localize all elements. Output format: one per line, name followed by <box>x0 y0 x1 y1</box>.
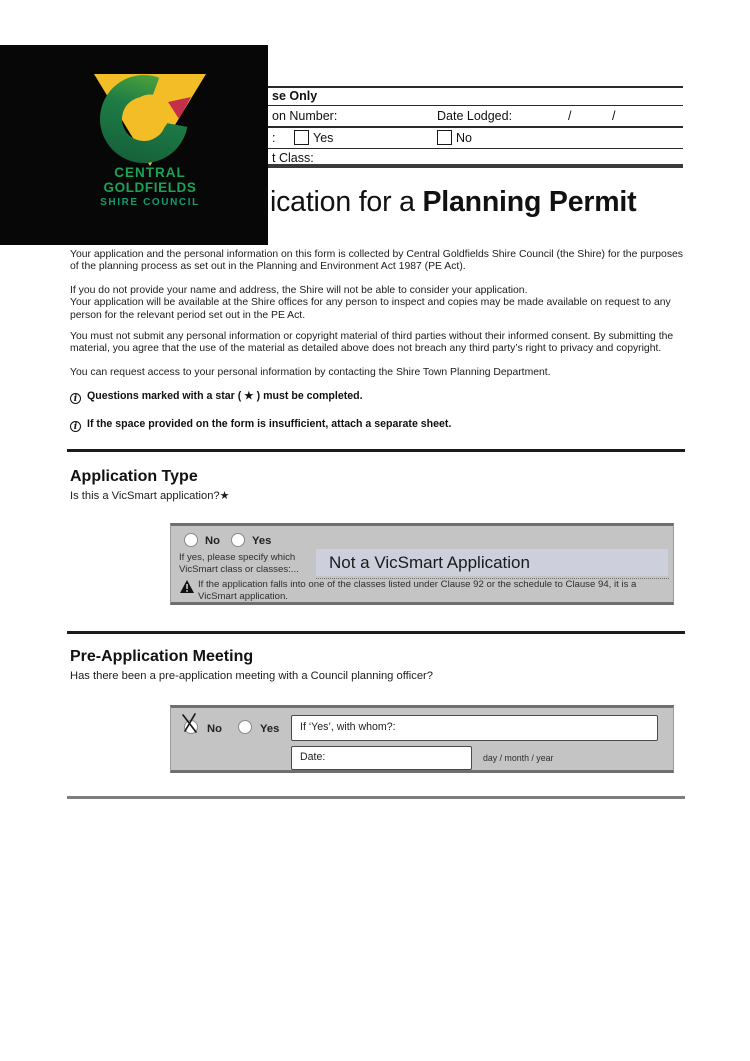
vicsmart-yes-radio[interactable] <box>231 533 245 547</box>
separate-sheet-note <box>70 418 688 432</box>
class-label-fragment: t Class: <box>272 151 314 165</box>
vicsmart-no-radio[interactable] <box>184 533 198 547</box>
logo-text-goldfields: GOLDFIELDS <box>103 180 197 195</box>
intro-paragraph-3: You must not submit any personal information or copyright material of third parties without their informed consent. By submitting the material, you agree that the use of the material as detailed above does not breach any third party’s right to privacy and copyright. <box>70 331 674 355</box>
no-checkbox-label: No <box>456 131 472 145</box>
specify-class-label-line1: If yes, please specify which <box>179 552 296 563</box>
specify-class-label-line2: VicSmart class or classes:... <box>179 564 299 575</box>
no-checkbox[interactable] <box>437 130 452 145</box>
info-icon: i <box>70 393 81 404</box>
application-number-label-fragment: on Number: <box>272 109 338 123</box>
pre-application-answer-box <box>170 705 674 773</box>
date-separator: / <box>568 109 572 123</box>
row3-label-fragment: : <box>272 131 276 145</box>
redaction-overlay <box>0 45 268 245</box>
section-divider <box>67 449 685 452</box>
intro-paragraph-2 <box>70 285 688 322</box>
intro-paragraph-1: Your application and the personal information on this form is collected by Central Goldfields Shire Council (the Shire) for the purposes of the planning process as set out in the Planning and Environment Act 1987 (PE Act). <box>70 249 683 273</box>
pre-app-yes-radio[interactable] <box>238 720 252 734</box>
application-type-heading: Application Type <box>70 468 198 485</box>
yes-checkbox[interactable] <box>294 130 309 145</box>
vicsmart-no-label: No <box>205 535 220 547</box>
intro-paragraph-2-line1: If you do not provide your name and address, the Shire will not be able to consider your application. <box>70 285 528 296</box>
pre-application-question: Has there been a pre-application meeting with a Council planning officer? <box>70 670 433 682</box>
date-format-hint: day / month / year <box>483 753 554 763</box>
yes-checkbox-label: Yes <box>313 131 334 145</box>
separate-sheet-note-text: If the space provided on the form is insufficient, attach a separate sheet. <box>87 418 452 430</box>
date-lodged-label: Date Lodged: <box>437 109 513 123</box>
star-note-text: Questions marked with a star ( ★ ) must be completed. <box>87 390 363 402</box>
date-separator: / <box>612 109 616 123</box>
no-radio-x-mark <box>180 712 200 734</box>
intro-paragraph-2-rest: Your application will be available at the Shire offices for any person to inspect and copies may be made available on request to any person for the relevant period set out in the PE Act. <box>70 297 671 321</box>
pre-application-heading: Pre-Application Meeting <box>70 648 254 665</box>
office-use-header-fragment: se Only <box>272 89 318 103</box>
page-title <box>270 186 636 219</box>
vicsmart-question: Is this a VicSmart application?★ <box>70 490 230 502</box>
page-title-regular: ication for a <box>270 186 423 218</box>
meeting-date-field[interactable]: Date: <box>291 746 472 770</box>
with-whom-field[interactable]: If ‘Yes’, with whom?: <box>291 715 658 741</box>
intro-paragraph-4: You can request access to your personal information by contacting the Shire Town Planning Department. <box>70 367 551 378</box>
vicsmart-class-field[interactable]: Not a VicSmart Application <box>316 549 668 576</box>
pre-app-no-label: No <box>207 723 222 735</box>
page-title-bold: Planning Permit <box>422 186 637 218</box>
section-divider <box>67 631 685 634</box>
star-note <box>70 390 688 404</box>
council-logo-mark <box>76 65 226 175</box>
warning-icon <box>180 580 194 593</box>
vicsmart-yes-label: Yes <box>252 535 272 547</box>
pre-app-yes-label: Yes <box>260 723 280 735</box>
vicsmart-answer-box <box>170 523 674 605</box>
section-divider-bottom <box>67 796 685 799</box>
info-icon: i <box>70 421 81 432</box>
vicsmart-warning-text: If the application falls into one of the classes listed under Clause 92 or the schedule to Clause 94, it is a VicSmart application. <box>198 579 637 602</box>
logo-text-shire-council: SHIRE COUNCIL <box>100 197 200 208</box>
logo-text-central: CENTRAL <box>114 165 186 180</box>
